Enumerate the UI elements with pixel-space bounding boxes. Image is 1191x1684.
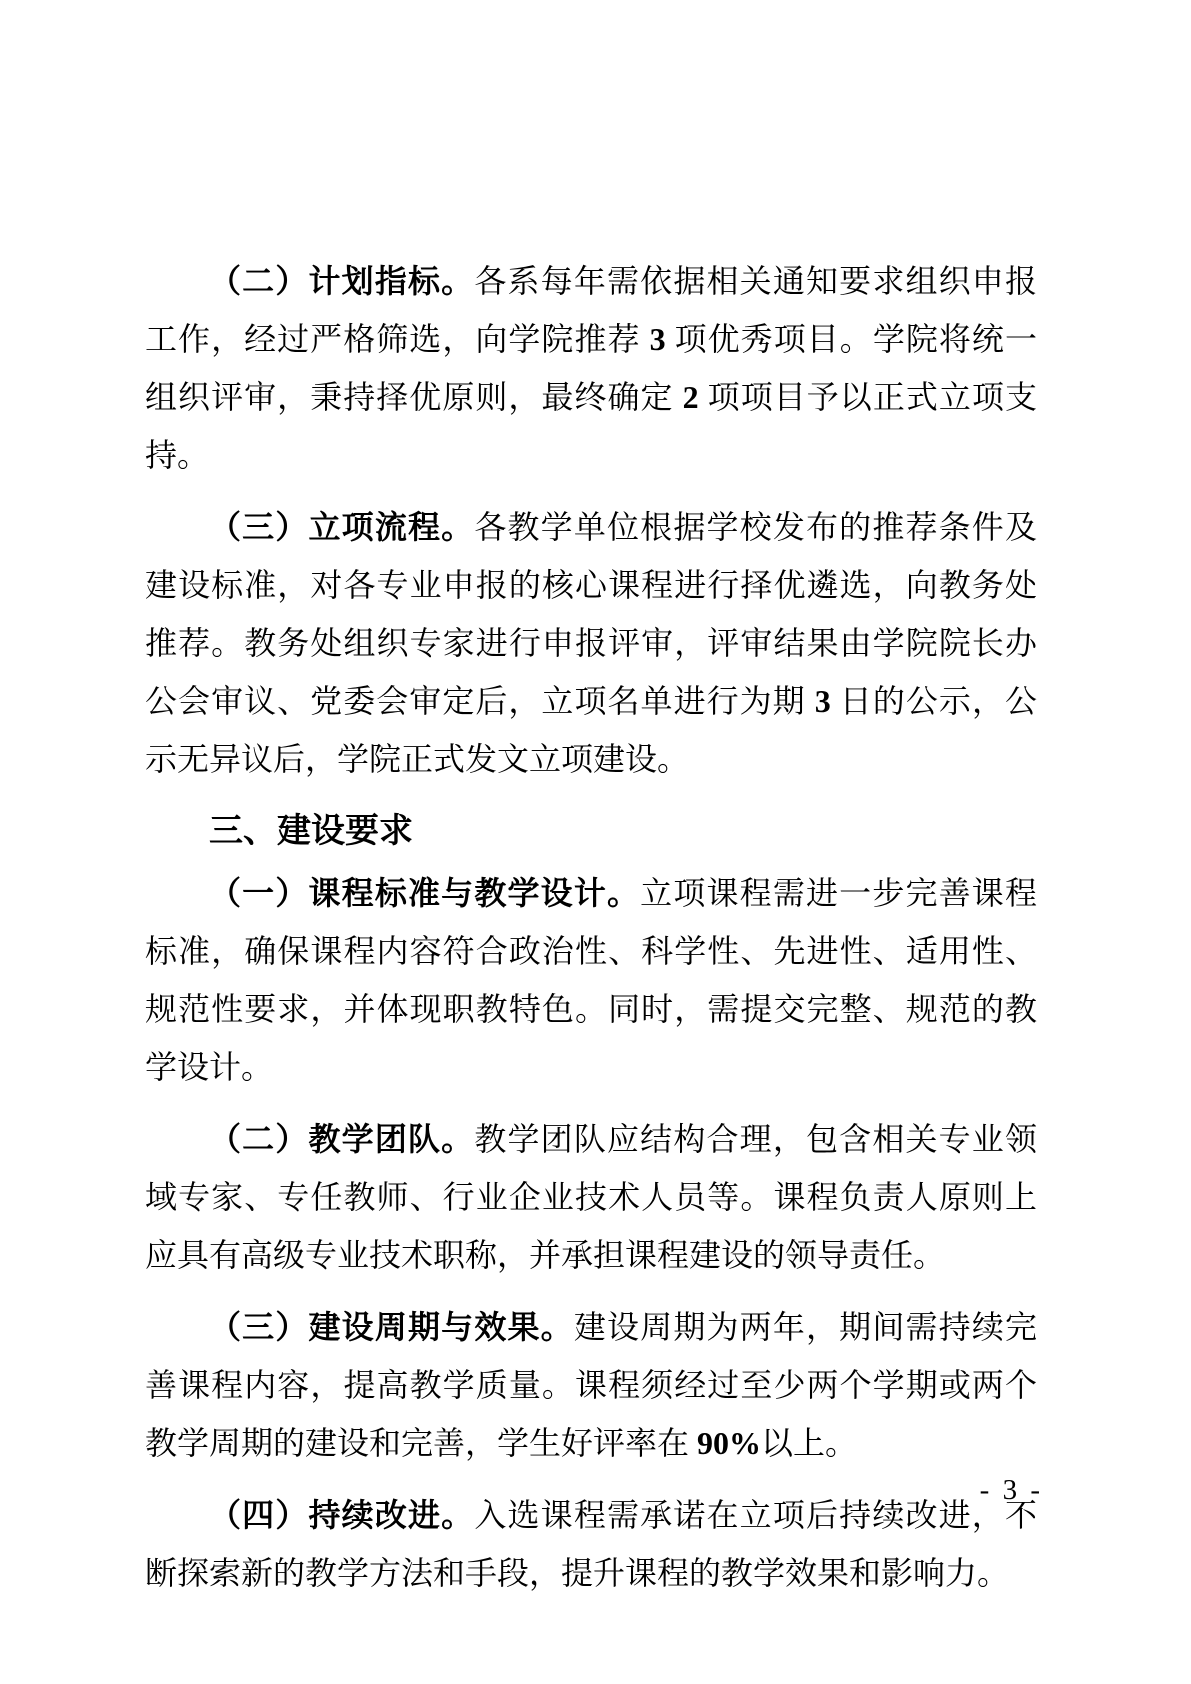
page-number: - 3 -: [979, 1474, 1043, 1506]
paragraph-course-standards: [145, 864, 1037, 1096]
paragraph-text: 教学团队应结构合理，包含相关专业领域专家、专任教师、行业企业技术人员等。课程负责人原则上应具有高级专业技术职称，并承担课程建设的领导责任。: [145, 1121, 1037, 1273]
section-heading: 三、建设要求: [209, 812, 413, 850]
paragraph-lead: （三）建设周期与效果。: [209, 1309, 574, 1345]
paragraph-teaching-team: [145, 1110, 1037, 1284]
paragraph-lead: （三）立项流程。: [209, 509, 475, 545]
inline-number: 3: [814, 683, 831, 719]
paragraph-continuous-improvement: [145, 1486, 1037, 1602]
paragraph-text: 日的公示，公示无异议后，学院正式发文立项建设。: [145, 683, 1037, 777]
paragraph-text: 立项课程需进一步完善课程标准，确保课程内容符合政治性、科学性、先进性、适用性、规范性要求，并体现职教特色。同时，需提交完整、规范的教学设计。: [145, 875, 1037, 1085]
paragraph-approval-process: [145, 498, 1037, 788]
paragraph-text: 各系每年需依据相关通知要求组织申报工作，经过严格筛选，向学院推荐: [145, 263, 1037, 357]
inline-number: 2: [682, 379, 699, 415]
paragraph-plan-indicators: [145, 252, 1037, 484]
paragraph-text: 建设周期为两年，期间需持续完善课程内容，提高教学质量。课程须经过至少两个学期或两个教学周期的建设和完善，学生好评率在: [145, 1309, 1037, 1461]
paragraph-lead: （四）持续改进。: [209, 1497, 475, 1533]
paragraph-construction-period: [145, 1298, 1037, 1472]
paragraph-text: 项项目予以正式立项支持。: [145, 379, 1037, 473]
paragraph-text: 项优秀项目。学院将统一组织评审，秉持择优原则，最终确定: [145, 321, 1037, 415]
document-body: [145, 252, 1037, 1616]
paragraph-lead: （二）教学团队。: [209, 1121, 475, 1157]
paragraph-text: 以上。: [761, 1425, 858, 1461]
paragraph-text: 入选课程需承诺在立项后持续改进，不断探索新的教学方法和手段，提升课程的教学效果和影响力。: [145, 1497, 1037, 1591]
paragraph-lead: （一）课程标准与教学设计。: [209, 875, 641, 911]
paragraph-text: 各教学单位根据学校发布的推荐条件及建设标准，对各专业申报的核心课程进行择优遴选，向教务处推荐。教务处组织专家进行申报评审，评审结果由学院院长办公会审议、党委会审定后，立项名单进行为期: [145, 509, 1037, 719]
inline-number: 3: [649, 321, 666, 357]
inline-number: 90%: [697, 1425, 762, 1461]
paragraph-lead: （二）计划指标。: [209, 263, 475, 299]
